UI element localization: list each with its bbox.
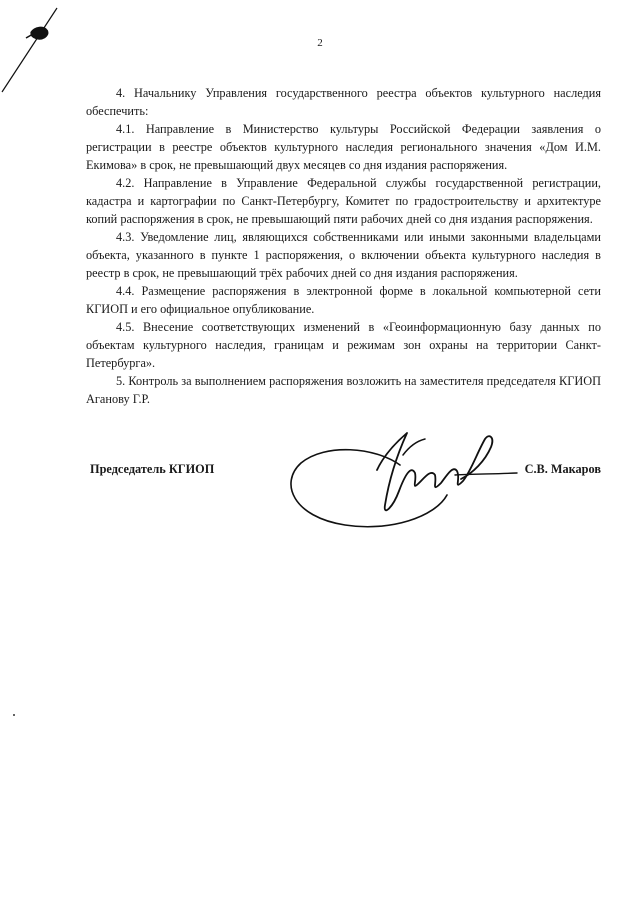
paragraph-4-2: 4.2. Направление в Управление Федеральной службы государственной регистрации, кадастра и картографии по Санкт-Петербургу, Комитет по градостроительству и архитектуре копий распоряжения в срок, не превышающий пяти рабочих дней со дня издания распоряжения. xyxy=(86,176,601,226)
paragraph-4-4: 4.4. Размещение распоряжения в электронной форме в локальной компьютерной сети КГИОП и его официальное опубликование. xyxy=(86,284,601,316)
signature-block xyxy=(90,462,601,482)
document-body xyxy=(86,84,601,408)
paragraph-4: 4. Начальнику Управления государственного реестра объектов культурного наследия обеспечить: xyxy=(86,86,601,118)
paragraph-4-1: 4.1. Направление в Министерство культуры Российской Федерации заявления о регистрации в реестре объектов культурного наследия регионального значения «Дом И.М. Екимова» в срок, не превышающий двух месяцев со дня издания распоряжения. xyxy=(86,122,601,172)
page-number: 2 xyxy=(317,37,323,49)
paragraph-4-3: 4.3. Уведомление лиц, являющихся собственниками или иными законными владельцами объекта, указанного в пункте 1 распоряжения, о включении объекта культурного наследия в реестр в срок, не превышающий трёх рабочих дней со дня издания распоряжения. xyxy=(86,230,601,280)
corner-pen-mark xyxy=(0,0,70,100)
handwritten-signature xyxy=(285,425,525,545)
signatory-title: Председатель КГИОП xyxy=(90,462,215,476)
paragraph-5: 5. Контроль за выполнением распоряжения возложить на заместителя председателя КГИОП Аганову Г.Р. xyxy=(86,374,601,406)
paragraph-4-5: 4.5. Внесение соответствующих изменений в «Геоинформационную базу данных по объектам культурного наследия, границам и режимам зон охраны на территории Санкт-Петербурга». xyxy=(86,320,601,370)
signatory-name: С.В. Макаров xyxy=(524,462,601,476)
scan-speck xyxy=(12,713,16,717)
